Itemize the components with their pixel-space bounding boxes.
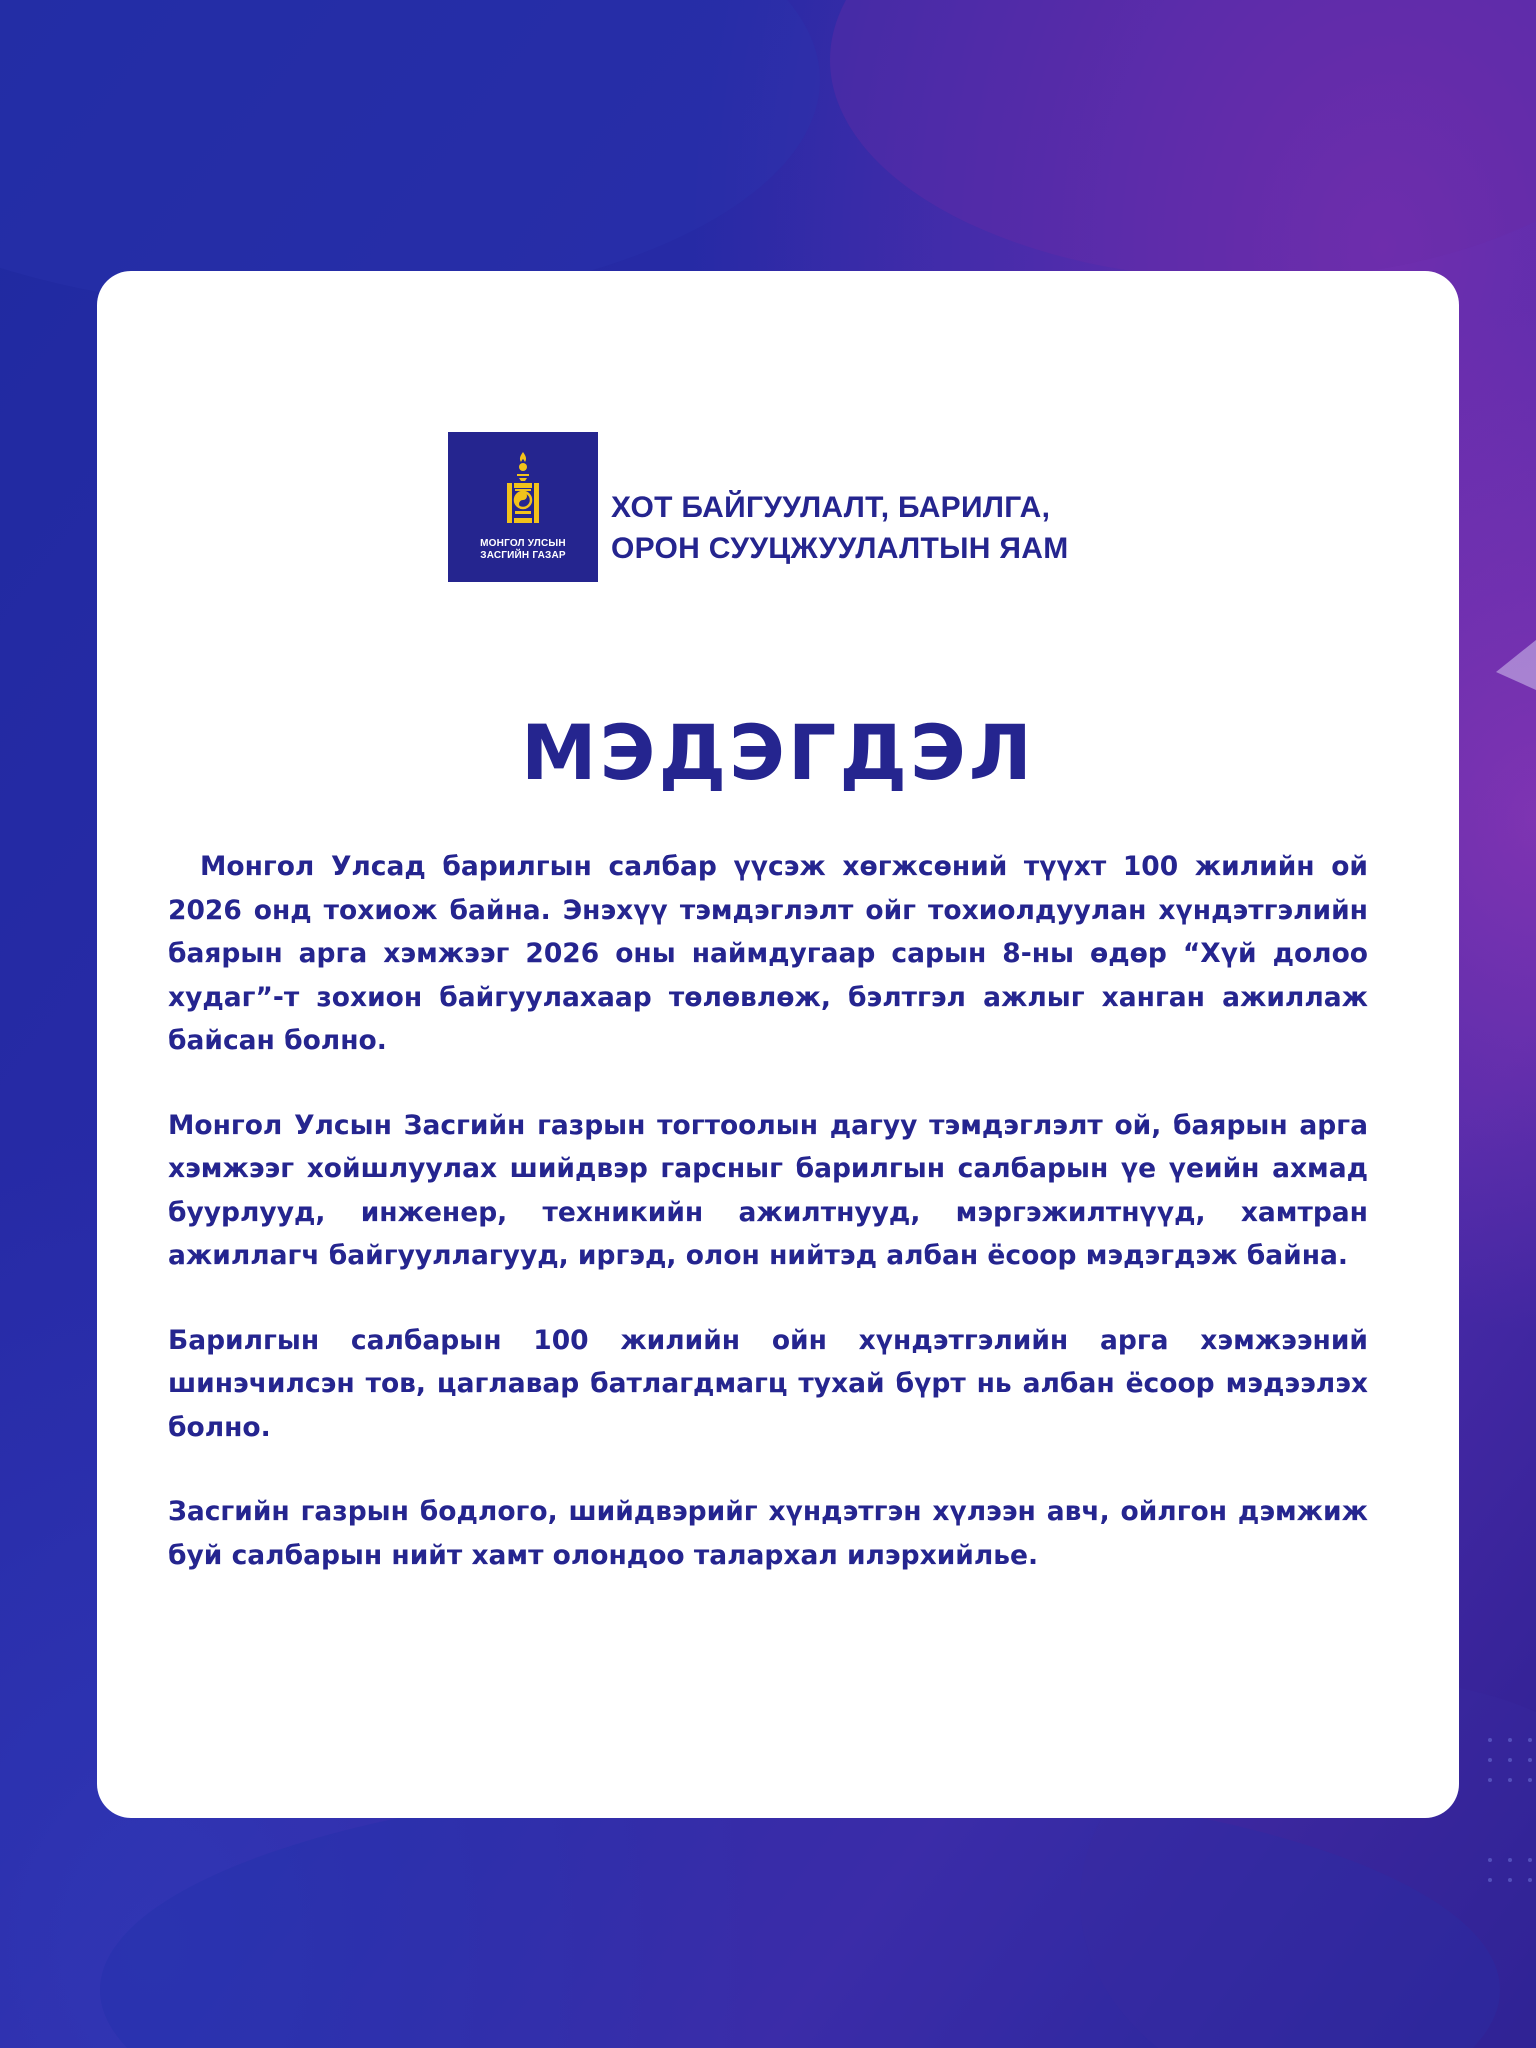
paragraph-1: Монгол Улсад барилгын салбар үүсэж хөгжсөний түүхт 100 жилийн ой 2026 онд тохиож байна. Энэхүү тэмдэглэлт ойг тохиолдуулан хүндэтгэлийн баярын арга хэмжээг 2026 оны наймдугаар сарын 8-ны өдөр “Хүй долоо худаг”-т зохион байгуулахаар төлөвлөж, бэлтгэл ажлыг ханган ажиллаж байсан болно.: [168, 851, 1368, 1056]
announcement-title: МЭДЭГДЭЛ: [521, 708, 1035, 797]
soyombo-emblem-icon: [498, 450, 548, 530]
paragraph-4: Засгийн газрын бодлого, шийдвэрийг хүндэтгэн хүлээн авч, ойлгон дэмжиж буй салбарын нийт хамт олондоо талархал илэрхийлье.: [168, 1496, 1368, 1571]
ministry-name-line2: ОРОН СУУЦЖУУЛАЛТЫН ЯАМ: [611, 532, 1069, 565]
paragraph-3: Барилгын салбарын 100 жилийн ойн хүндэтгэлийн арга хэмжээний шинэчилсэн тов, цаглавар батлагдмагц тухай бүрт нь албан ёсоор мэдээлэх болно.: [168, 1324, 1368, 1443]
ministry-name: [611, 487, 1211, 569]
ministry-logo: [448, 432, 1208, 582]
paragraph-2: Монгол Улсын Засгийн газрын тогтоолын дагуу тэмдэглэлт ой, баярын арга хэмжээг хойшлуулах шийдвэр гарсныг барилгын салбарын үе үеийн ахмад буурлууд, инженер, техникийн ажилтнууд, мэргэжилтнүүд, хамтран ажиллагч байгууллагууд, иргэд, олон нийтэд албан ёсоор мэдэгдэж байна.: [168, 1109, 1368, 1271]
announcement-card: [97, 271, 1459, 1818]
emblem-caption-line2: ЗАСГИЙН ГАЗАР: [480, 550, 566, 561]
ministry-name-line1: ХОТ БАЙГУУЛАЛТ, БАРИЛГА,: [611, 491, 1051, 524]
emblem-caption-line1: МОНГОЛ УЛСЫН: [480, 538, 566, 549]
emblem-box: [448, 432, 598, 582]
announcement-body: [168, 845, 1368, 1618]
